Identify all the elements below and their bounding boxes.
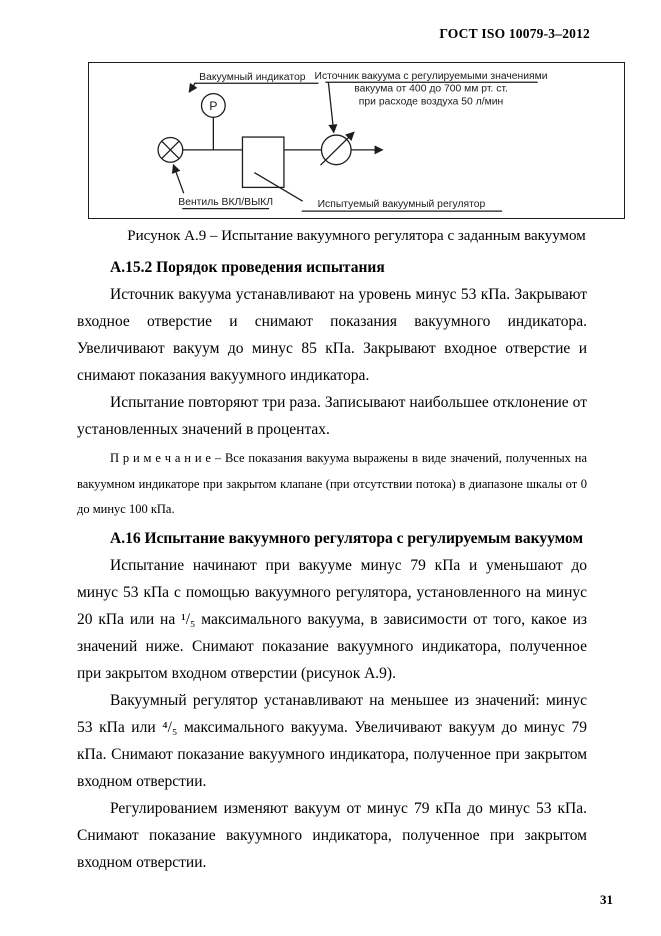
leader-valve	[173, 165, 183, 194]
figure-caption: Рисунок А.9 – Испытание вакуумного регулятора с заданным вакуумом	[127, 228, 586, 244]
figure-frame	[88, 62, 625, 219]
label-valve: Вентиль ВКЛ/ВЫКЛ	[178, 197, 274, 209]
paragraph-a16-1: Испытание начинают при вакууме минус 79 кПа и уменьшают до минус 53 кПа с помощью вакуумного регулятора, установленного на минус 20 кПа или на ¹/₅ максимального вакуума, в зависимости от того, какое из значений ниже. Снимают показание вакуумного индикатора, полученное при закрытом входном отверстии (рисунок А.9).	[77, 556, 587, 682]
label-regulator: Испытуемый вакуумный регулятор	[317, 199, 486, 211]
label-vacuum-source-line3: при расходе воздуха 50 л/мин	[358, 96, 504, 108]
label-vacuum-indicator: Вакуумный индикатор	[199, 71, 306, 83]
document-body	[77, 254, 587, 876]
paragraph-a16-2: Вакуумный регулятор устанавливают на меньшее из значений: минус 53 кПа или ⁴/₅ максимального вакуума. Увеличивают вакуум до минус 79 кПа. Снимают показание вакуумного индикатора, полученное при закрытом входном отверстии.	[77, 691, 587, 790]
label-vacuum-source-line2: вакуума от 400 до 700 мм рт. ст.	[354, 83, 508, 95]
leader-vacuum-source	[328, 82, 333, 132]
gauge-letter: Р	[209, 98, 218, 113]
section-heading-a16: А.16 Испытание вакуумного регулятора с регулируемым вакуумом	[110, 529, 584, 547]
section-heading-a15-2: А.15.2 Порядок проведения испытания	[110, 259, 385, 276]
paragraph-a152-2: Испытание повторяют три раза. Записывают наибольшее отклонение от установленных значений в процентах.	[77, 394, 587, 438]
note-paragraph: П р и м е ч а н и е – Все показания вакуума выражены в виде значений, полученных на вакуумном индикаторе при закрытом клапане (при отсутствии потока) в диапазоне шкалы от 0 до минус 100 кПа.	[77, 451, 587, 516]
leader-vacuum-indicator	[189, 83, 195, 92]
paragraph-a152-1: Источник вакуума устанавливают на уровень минус 53 кПа. Закрывают входное отверстие и снимают показания вакуумного индикатора. Увеличивают вакуум до минус 85 кПа. Закрывают входное отверстие и снимают показания вакуумного индикатора.	[77, 286, 587, 384]
vacuum-source-icon	[320, 132, 354, 165]
label-vacuum-source-line1: Источник вакуума с регулируемыми значениями	[314, 70, 548, 82]
test-setup-diagram	[89, 63, 624, 218]
page-header: ГОСТ ISO 10079-3–2012	[439, 26, 590, 41]
on-off-valve-icon	[158, 138, 183, 163]
regulator-box	[242, 137, 283, 187]
page-number: 31	[600, 892, 613, 907]
paragraph-a16-3: Регулированием изменяют вакуум от минус 79 кПа до минус 53 кПа. Снимают показание вакуумного индикатора, полученное при закрытом входном отверстии.	[77, 799, 587, 871]
